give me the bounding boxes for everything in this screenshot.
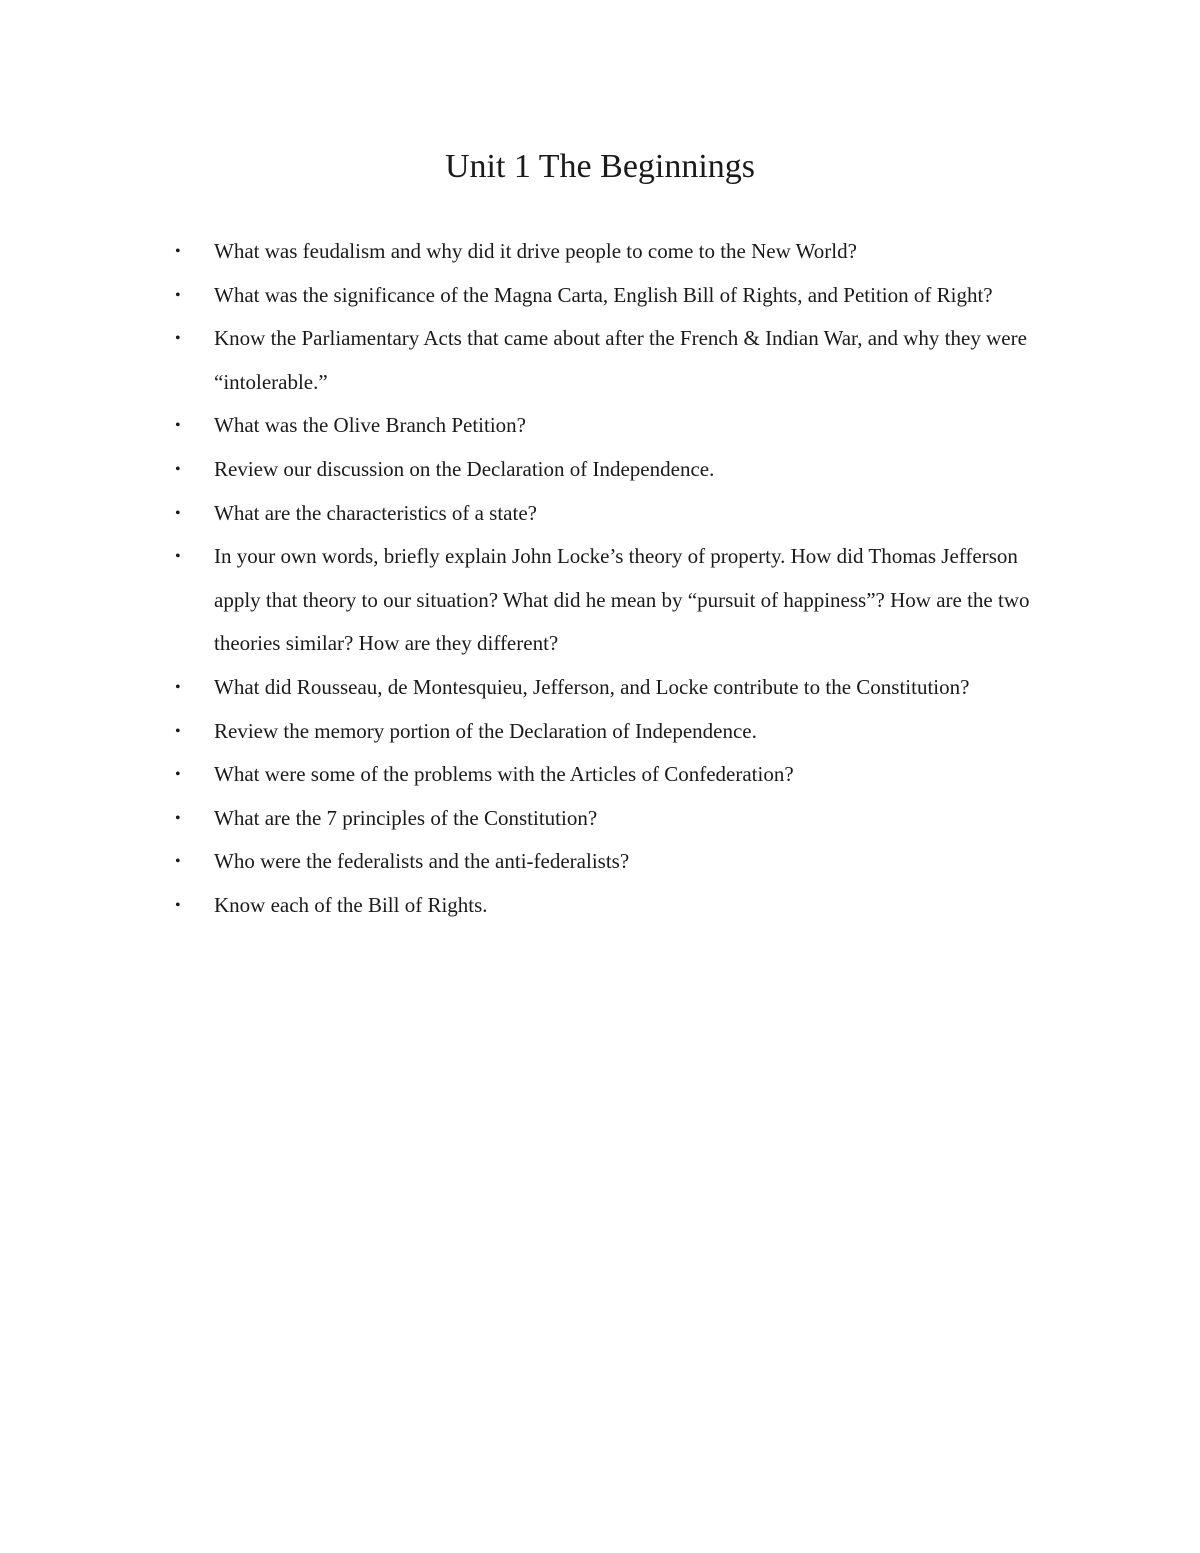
list-item (0, 317, 1034, 404)
list-item (0, 535, 1034, 666)
list-item-text: In your own words, briefly explain John Locke’s theory of property. How did Thomas Jefferson apply that theory to our situation? What did he mean by “pursuit of happiness”? How are the two theories similar? How are they different? (214, 544, 1030, 656)
list-item (0, 274, 1034, 318)
bullet-icon: • (175, 330, 181, 348)
list-item (0, 492, 1034, 536)
list-item (0, 448, 1034, 492)
bullet-icon: • (175, 504, 181, 522)
list-item-text: Who were the federalists and the anti-federalists? (214, 849, 630, 874)
question-list (0, 230, 1200, 928)
list-item-text: What are the 7 principles of the Constitution? (214, 805, 598, 830)
list-item-text: What was the significance of the Magna Carta, English Bill of Rights, and Petition of Right? (214, 282, 993, 307)
bullet-icon: • (175, 417, 181, 435)
list-item (0, 404, 1034, 448)
list-item-text: What was the Olive Branch Petition? (214, 413, 526, 438)
list-item-text: Know each of the Bill of Rights. (214, 892, 488, 917)
bullet-icon: • (175, 286, 181, 304)
list-item (0, 753, 1034, 797)
bullet-icon: • (175, 853, 181, 871)
list-item-text: Know the Parliamentary Acts that came about after the French & Indian War, and why they were “intolerable.” (214, 326, 1027, 394)
list-item (0, 840, 1034, 884)
list-item (0, 884, 1034, 928)
list-item-text: What did Rousseau, de Montesquieu, Jefferson, and Locke contribute to the Constitution? (214, 674, 970, 699)
list-item (0, 666, 1034, 710)
bullet-icon: • (175, 766, 181, 784)
bullet-icon: • (175, 678, 181, 696)
bullet-icon: • (175, 548, 181, 566)
list-item (0, 230, 1034, 274)
page-title: Unit 1 The Beginnings (444, 148, 756, 185)
bullet-icon: • (175, 809, 181, 827)
list-item-text: What was feudalism and why did it drive people to come to the New World? (214, 239, 857, 263)
list-item-text: What are the characteristics of a state? (214, 500, 537, 525)
list-item-text: Review our discussion on the Declaration of Independence. (214, 456, 715, 481)
bullet-icon: • (175, 722, 181, 740)
list-item (0, 710, 1034, 754)
list-item-text: Review the memory portion of the Declaration of Independence. (214, 718, 757, 743)
bullet-icon: • (175, 243, 181, 260)
list-item (0, 797, 1034, 841)
bullet-icon: • (175, 460, 181, 478)
list-item-text: What were some of the problems with the Articles of Confederation? (214, 762, 794, 787)
bullet-icon: • (175, 896, 181, 914)
